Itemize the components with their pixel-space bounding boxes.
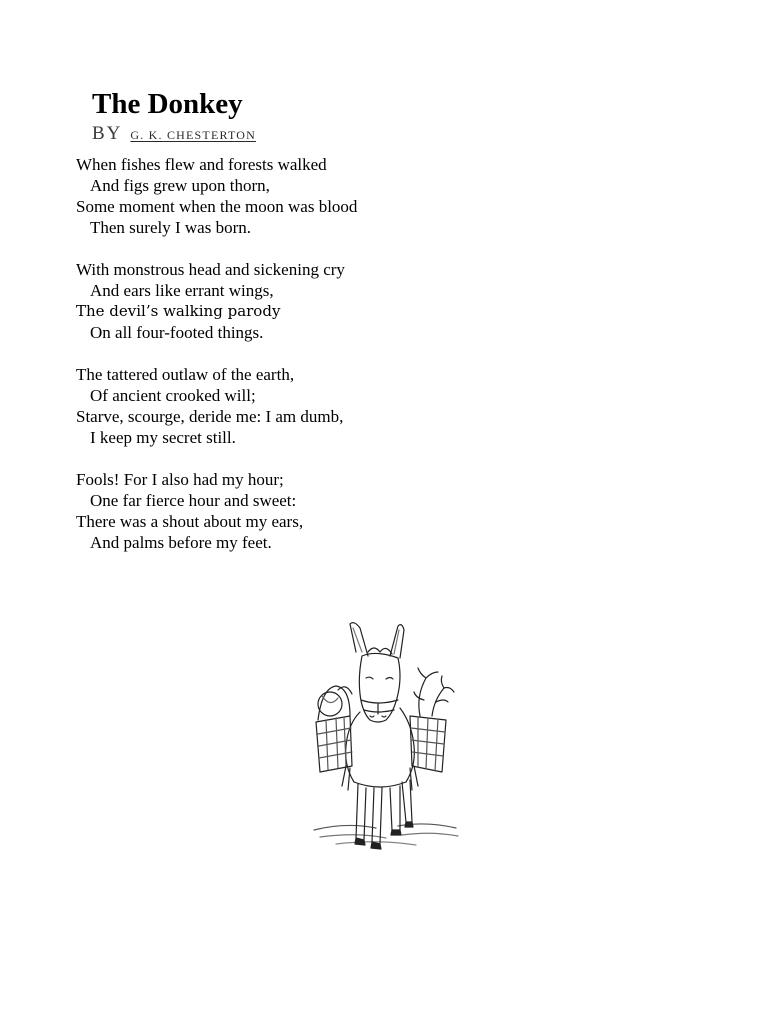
poem-line: Starve, scourge, deride me: I am dumb,: [76, 407, 344, 426]
poem-line: One far fierce hour and sweet:: [90, 491, 297, 510]
stanza-3: [76, 364, 696, 448]
poem-line: And ears like errant wings,: [90, 281, 274, 300]
donkey-sketch-icon: [306, 616, 466, 860]
poem-title: The Donkey: [92, 88, 243, 120]
byline: [92, 121, 256, 147]
stanza-4: [76, 469, 696, 553]
stanza-2: [76, 259, 696, 343]
poem-line: I keep my secret still.: [90, 428, 236, 447]
poem-line: And palms before my feet.: [90, 533, 272, 552]
poem-line: When fishes flew and forests walked: [76, 155, 327, 174]
by-label: BY: [92, 123, 123, 144]
author-link[interactable]: G. K. CHESTERTON: [130, 128, 257, 142]
stanza-1: [76, 154, 696, 238]
poem-line: The devil’s walking parody: [76, 302, 281, 320]
poem-line: Then surely I was born.: [90, 218, 251, 237]
poem-line: The tattered outlaw of the earth,: [76, 365, 295, 384]
poem-line: There was a shout about my ears,: [76, 512, 304, 531]
poem-line: Some moment when the moon was blood: [76, 197, 358, 216]
poem-body: [76, 154, 696, 574]
poem-line: On all four-footed things.: [90, 323, 264, 342]
poem-line: Of ancient crooked will;: [90, 386, 256, 405]
donkey-illustration: [306, 616, 466, 860]
poem-line: And figs grew upon thorn,: [90, 176, 270, 195]
poem-line: With monstrous head and sickening cry: [76, 260, 345, 279]
poem-line: Fools! For I also had my hour;: [76, 470, 284, 489]
